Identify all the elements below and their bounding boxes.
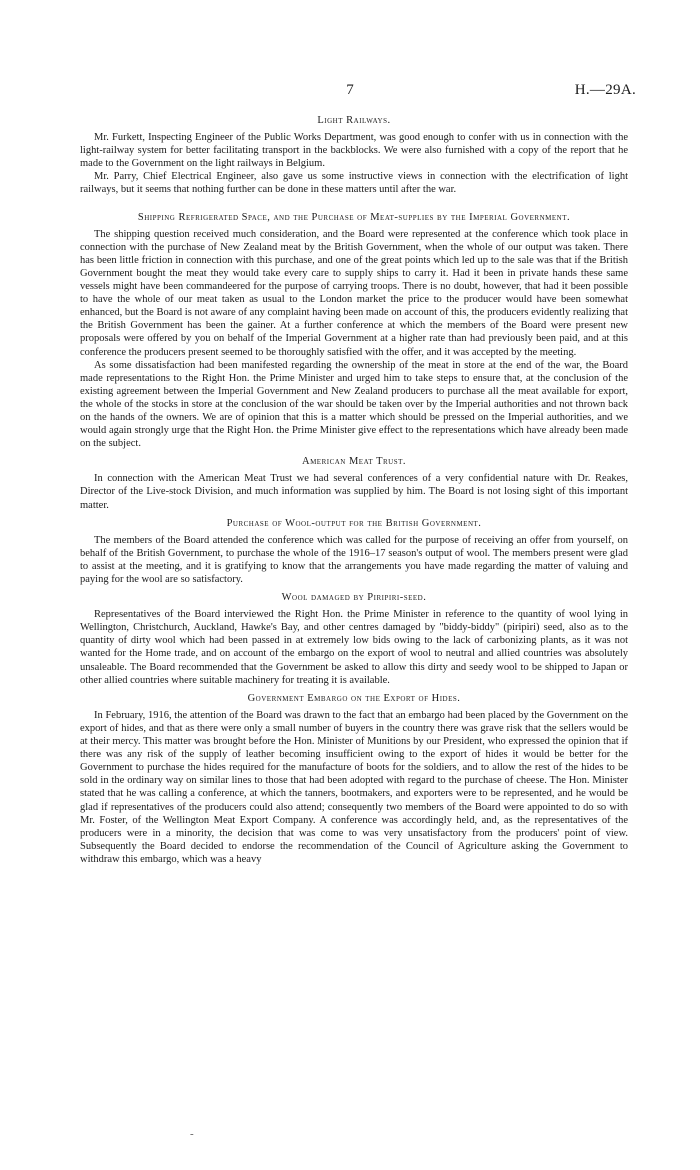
- section-heading-shipping: Shipping Refrigerated Space, and the Purchase of Meat-supplies by the Imperial Government.: [137, 211, 571, 223]
- paragraph: As some dissatisfaction had been manifested regarding the ownership of the meat in store at the end of the war, the Board made representations to the Right Hon. the Prime Minister and urged him to take steps to ensure that, at the conclusion of the existing agreement between the Imperial Government and New Zealand producers to purchase all the meat available for export, the whole of the stocks in store at the conclusion of the war should be taken over by the Imperial authorities and not thrown back on the hands of the owners. We are of opinion that this is a matter which should be pressed on the Imperial authorities, and we would again strongly urge that the Right Hon. the Prime Minister give effect to the representations which have already been made on the subject.: [80, 359, 628, 450]
- document-reference: H.—29A.: [574, 82, 636, 98]
- paragraph: In connection with the American Meat Trust we had several conferences of a very confidential nature with Dr. Reakes, Director of the Live-stock Division, and much information was supplied by him. The Board is not losing sight of this important matter.: [80, 473, 628, 511]
- section-heading-piripiri: Wool damaged by Piripiri-seed.: [281, 592, 427, 604]
- section-heading-light-railways: Light Railways.: [317, 115, 391, 126]
- paragraph: Mr. Parry, Chief Electrical Engineer, also gave us some instructive views in connection with the electrification of light railways, but it seems that nothing further can be done in these matters until after the war.: [80, 171, 628, 196]
- footer-mark: -: [190, 1128, 194, 1140]
- paragraph: In February, 1916, the attention of the Board was drawn to the fact that an embargo had been placed by the Government on the export of hides, and that as there were only a small number of buyers in the country there was grave risk that the sellers would be at their mercy. This matter was brought before the Hon. Minister of Munitions by our President, who expressed the opinion that if there was any risk of the supply of leather becoming insufficient owing to the export of hides it would be better for the Government to purchase the hides required for the manufacture of boots for the soldiers, and to allow the rest of the hides to be sold in the ordinary way on similar lines to those that had been adopted with regard to the purchase of cheese. The Hon. Minister stated that he was calling a conference, at which the tanners, bootmakers, and exporters were to be represented, and he would be glad if representatives of the producers could also attend; consequently two members of the Board were appointed to do so with Mr. Foster, of the Wellington Meat Export Company. A conference was accordingly held, and, as the representatives of the producers were in a minority, the decision that was come to was very unsatisfactory from the producers' point of view. Subsequently the Board decided to endorse the recommendation of the Council of Agriculture asking the Government to withdraw this embargo, which was a heavy: [80, 709, 628, 865]
- page-body: [80, 114, 628, 866]
- paragraph: The shipping question received much consideration, and the Board were represented at the conference which took place in connection with the purchase of New Zealand meat by the British Government, when the whole of our output was taken. There has been little friction in connection with this purchase, and one of the great points which led up to the sale was that if the British Government bought the meat they would take every care to supply ships to carry it. Had it been in private hands these same vessels might have been commandeered for the purpose of carrying troops. There is no doubt, however, that had it been possible to have the whole of our meat taken as usual to the London market the price to the producer would have been somewhat enhanced, but the Board is not aware of any complaint having been made on account of this, the producers evidently realizing that the British Government has been the gainer. At a further conference at which the members of the Board were present new proposals were offered by you on behalf of the Imperial Government at a higher rate than had previously been paid, and at this conference the producers present seemed to be thoroughly satisfied with the offer, and it was accepted by the meeting.: [80, 228, 628, 358]
- section-heading-wool-output: Purchase of Wool-output for the British Government.: [226, 517, 482, 529]
- page-number: 7: [346, 82, 354, 98]
- paragraph: Representatives of the Board interviewed the Right Hon. the Prime Minister in reference to the quantity of wool lying in Wellington, Christchurch, Auckland, Hawke's Bay, and other centres damaged by "biddy-biddy" (piripiri) seed, also as to the quantity of dirty wool which had been passed in at extremely low bids owing to the lack of carbonizing plants, as it was not wanted for the Home trade, and on account of the embargo on the export of wool to neutral and allied countries was absolutely unsaleable. The Board recommended that the Government be asked to allow this dirty and seedy wool to be shipped to Japan or other allied countries where suitable machinery for treating it is available.: [80, 609, 628, 686]
- paragraph: Mr. Furkett, Inspecting Engineer of the Public Works Department, was good enough to confer with us in connection with the light-railway system for better facilitating transport in the backblocks. We were also furnished with a copy of the report that he made to the Government on the light railways in Belgium.: [80, 132, 628, 170]
- section-heading-hides-embargo: Government Embargo on the Export of Hides.: [247, 692, 461, 704]
- section-heading-american-meat-trust: American Meat Trust.: [301, 456, 407, 468]
- paragraph: The members of the Board attended the conference which was called for the purpose of receiving an offer from yourself, on behalf of the British Government, to purchase the whole of the 1916–17 season's output of wool. The members present were glad to assist at the meeting, and it is gratifying to know that the arrangements you have made regarding the matter of valuing and paying for the wool are so satisfactory.: [80, 534, 628, 585]
